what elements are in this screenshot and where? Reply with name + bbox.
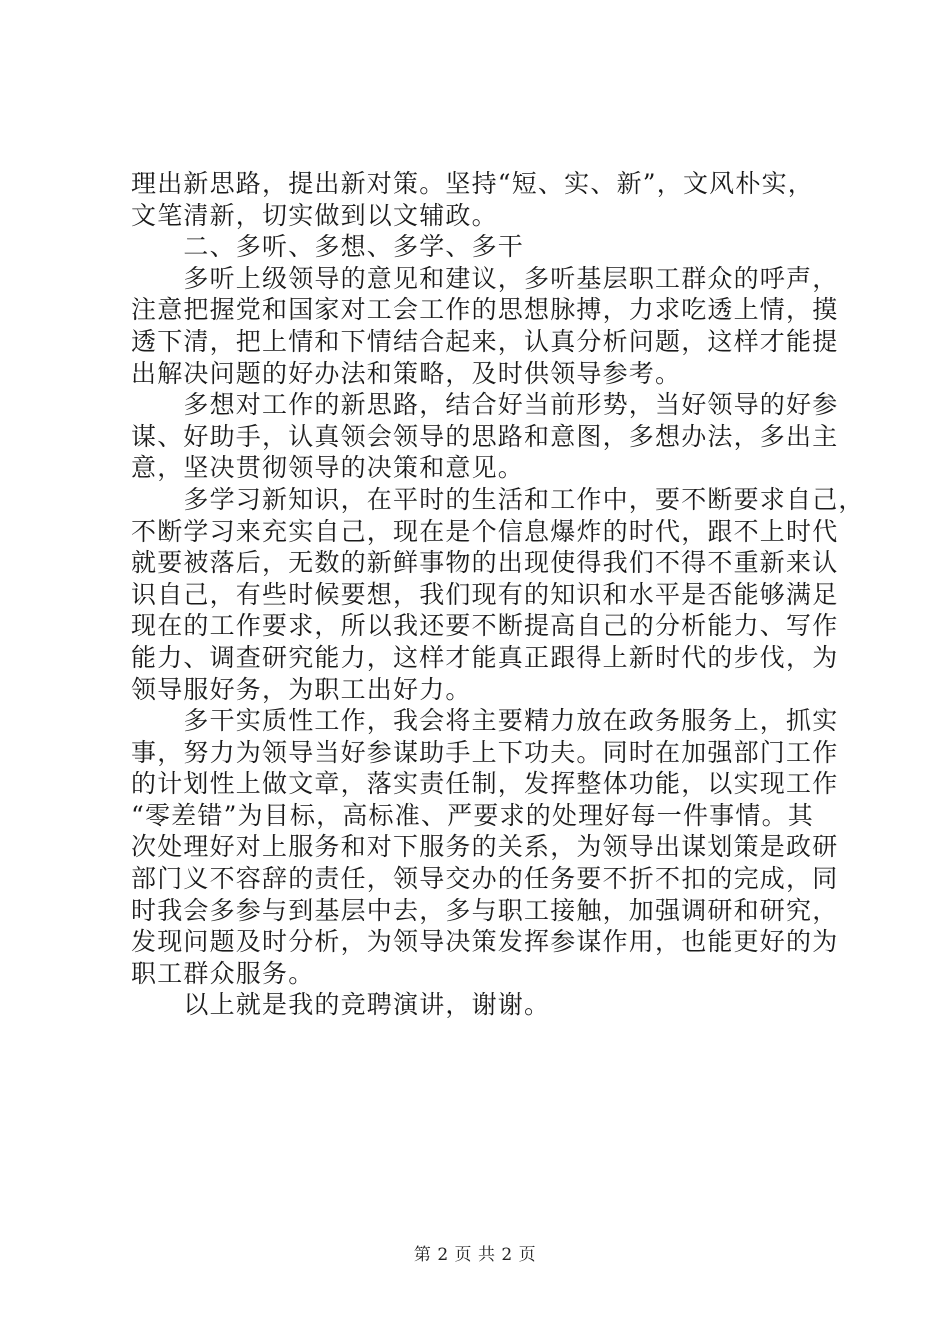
text-line: 的计划性上做文章，落实责任制，发挥整体功能，以实现工作: [131, 769, 839, 799]
text-line: 就要被落后，无数的新鲜事物的出现使得我们不得不重新来认: [131, 548, 839, 578]
text-line: 多听上级领导的意见和建议，多听基层职工群众的呼声，: [131, 263, 839, 293]
text-line: 透下清，把上情和下情结合起来，认真分析问题，这样才能提: [131, 326, 839, 356]
text-line: 识自己，有些时候要想，我们现有的知识和水平是否能够满足: [131, 579, 839, 609]
text-line: 理出新思路，提出新对策。坚持“短、实、新”，文风朴实，: [131, 169, 814, 198]
page-number: 第 2 页 共 2 页: [413, 1245, 537, 1265]
text-line: 文笔清新，切实做到以文辅政。: [131, 200, 498, 230]
text-line: 出解决问题的好办法和策略，及时供领导参考。: [131, 358, 682, 388]
text-line: 谋、好助手，认真领会领导的思路和意图，多想办法，多出主: [131, 421, 839, 451]
text-line: 发现问题及时分析，为领导决策发挥参谋作用，也能更好的为: [131, 927, 839, 957]
text-line: 多想对工作的新思路，结合好当前形势，当好领导的好参: [131, 390, 839, 420]
text-line: 领导服好务，为职工出好力。: [131, 674, 472, 704]
text-line: 次处理好对上服务和对下服务的关系，为领导出谋划策是政研: [131, 832, 839, 862]
text-line: 不断学习来充实自己，现在是个信息爆炸的时代，跟不上时代: [131, 516, 839, 546]
text-line: 以上就是我的竞聘演讲，谢谢。: [131, 990, 551, 1020]
text-line: 职工群众服务。: [131, 958, 315, 988]
text-line: 意，坚决贯彻领导的决策和意见。: [131, 453, 525, 483]
text-line: 多干实质性工作，我会将主要精力放在政务服务上，抓实: [131, 706, 839, 736]
text-line: 现在的工作要求，所以我还要不断提高自己的分析能力、写作: [131, 611, 839, 641]
text-line: 多学习新知识，在平时的生活和工作中，要不断要求自己，: [131, 484, 865, 514]
text-line: 注意把握党和国家对工会工作的思想脉搏，力求吃透上情，摸: [131, 295, 839, 325]
text-line: “零差错”为目标，高标准、严要求的处理好每一件事情。其: [131, 800, 814, 830]
page-footer: [0, 1240, 950, 1265]
section-heading: 二、多听、多想、多学、多干: [131, 232, 525, 262]
text-line: 时我会多参与到基层中去，多与职工接触，加强调研和研究，: [131, 895, 839, 925]
document-body: [131, 168, 865, 1021]
text-line: 能力、调查研究能力，这样才能真正跟得上新时代的步伐，为: [131, 642, 839, 672]
text-line: 事，努力为领导当好参谋助手上下功夫。同时在加强部门工作: [131, 737, 839, 767]
text-line: 部门义不容辞的责任，领导交办的任务要不折不扣的完成，同: [131, 864, 839, 894]
